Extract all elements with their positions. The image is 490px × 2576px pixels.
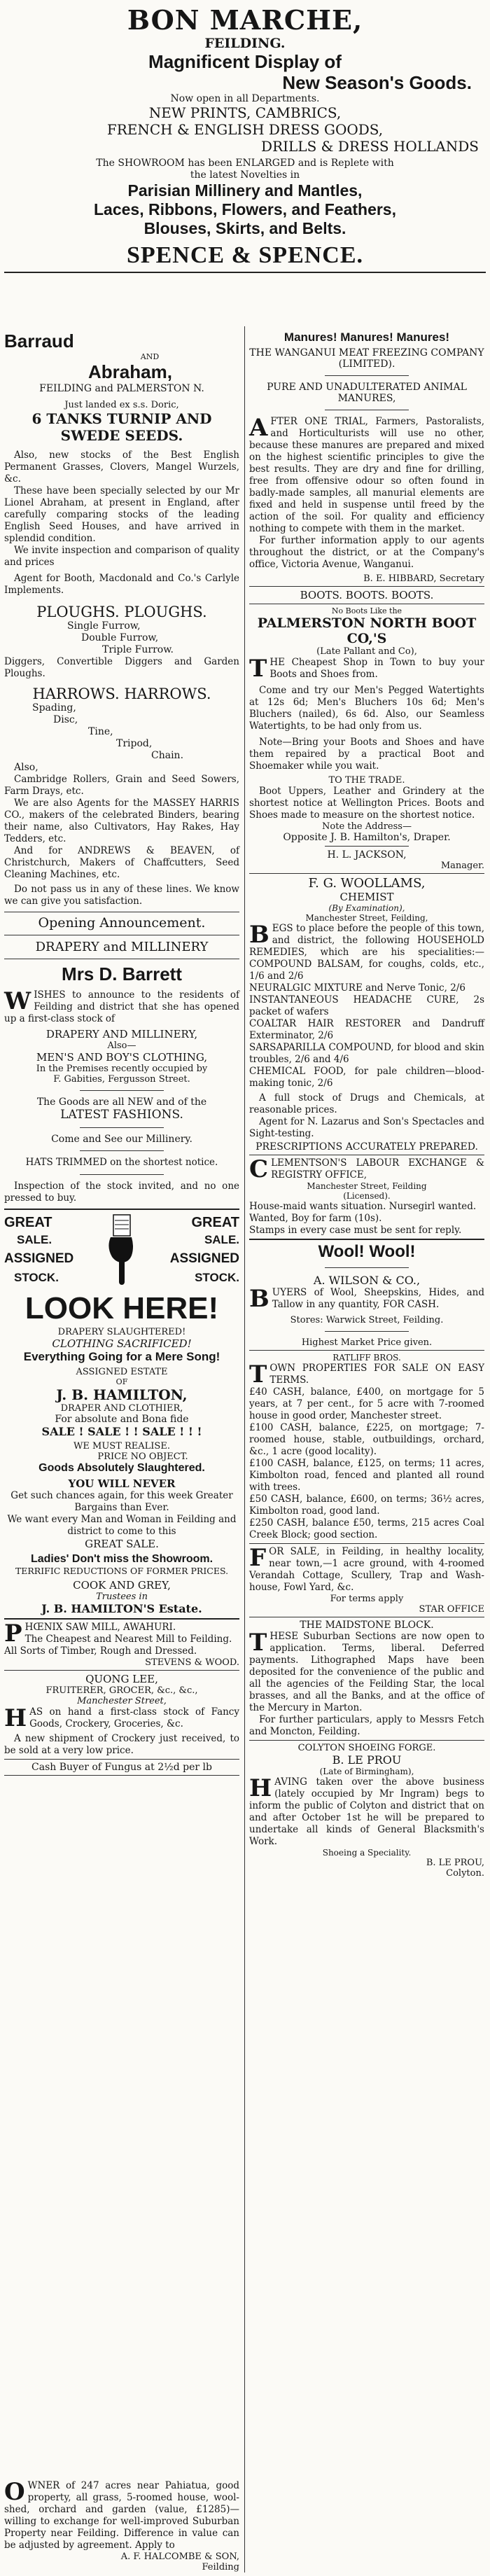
ratliff-advert (249, 1353, 484, 1541)
colyton-spec: Shoeing a Speciality. (322, 1848, 412, 1858)
manures-sig: B. E. HIBBARD, Secretary (363, 573, 484, 584)
barraud-name: Barraud (4, 330, 74, 351)
goods-line-b: FRENCH & ENGLISH DRESS GOODS, (106, 121, 384, 138)
forsale-p2: For terms apply (330, 1594, 404, 1604)
barraud-p3: We invite inspection and comparison of quality and prices (4, 545, 239, 568)
woollams-street: Manchester Street, Feilding, (305, 913, 428, 923)
divider (4, 1759, 239, 1760)
woollams-p5: SARSAPARILLA COMPOUND, for blood and skin troubles, 2/6 and 4/6 (249, 1042, 484, 1065)
great-sale-advert (4, 1212, 239, 1615)
bon-marche-title: BON MARCHE, (127, 4, 363, 36)
wool-price: Highest Market Price given. (301, 1337, 433, 1348)
showroom-a: The SHOWROOM has been ENLARGED and is Replete with (96, 158, 394, 169)
harrows-head: HARROWS. HARROWS. (32, 685, 211, 702)
ratliff-p3: £100 CASH, balance, £125, on terms; 11 acres, Kimbolton road, fenced and planted all round with trees. (249, 1458, 484, 1493)
barraud-and: AND (140, 352, 160, 361)
barrett-advert (4, 915, 239, 1204)
ratliff-p4: £50 CASH, balance, £600, on terms; 36½ acres, Kimbolton road, good land. (249, 1494, 484, 1517)
woollams-name: F. G. WOOLLAMS, (308, 876, 426, 891)
ratliff-p1: £40 CASH, balance, £400, on mortgage for 5 years, at 7 per cent., for 5 acre with 7-roomed house in good order, Manchester street. (249, 1386, 484, 1421)
divider (4, 1775, 239, 1776)
headline-a: Magnificent Display of (148, 51, 342, 72)
great-l2: CLOTHING SACRIFICED! (52, 1337, 192, 1350)
phoenix-sig: STEVENS & WOOD. (145, 1657, 239, 1668)
clementson-p4: Stamps in every case must be sent for reply. (249, 1225, 462, 1236)
great-l18: TERRIFIC REDUCTIONS OF FORMER PRICES. (15, 1566, 229, 1576)
quong-p1: HAS on hand a first-class stock of Fancy Goods, Crockery, Groceries, &c. (4, 1704, 239, 1732)
assigned-right: ASSIGNED (169, 1251, 239, 1266)
barrett-insp: Inspection of the stock invited, and no one pressed to buy. (4, 1181, 239, 1204)
great-l1: DRAPERY SLAUGHTERED! (57, 1327, 186, 1337)
manures-pure: PURE AND UNADULTERATED ANIMAL MANURES, (267, 382, 467, 404)
left-column (4, 326, 239, 1778)
great-l5: OF (115, 1377, 128, 1386)
maidstone-head: THE MAIDSTONE BLOCK. (300, 1620, 434, 1631)
barraud-p5: Cambridge Rollers, Grain and Seed Sowers, Farm Drays, etc. (4, 774, 239, 797)
colyton-head: COLYTON SHOEING FORGE. (298, 1743, 436, 1753)
woollams-title: CHEMIST (340, 891, 394, 903)
forsale-sig: STAR OFFICE (419, 1604, 484, 1615)
colyton-p1: HAVING taken over the above business (lately occupied by Mr Ingram) begs to inform the public of Colyton and district that on and after October 1st he will be prepared to undertake all kinds of General Blacksmith's Work. (249, 1774, 484, 1847)
great-l19: COOK AND GREY, (73, 1579, 171, 1592)
great-l7: DRAPER AND CLOTHIER, (60, 1403, 183, 1414)
divider (80, 1090, 164, 1091)
barrett-addr: F. Gabities, Fergusson Street. (53, 1074, 190, 1085)
woollams-exam: (By Examination), (328, 903, 405, 913)
colyton-name: B. LE PROU (332, 1753, 402, 1767)
woollams-p8: Agent for N. Lazarus and Son's Spectacles and Sight-testing. (249, 1116, 484, 1139)
great-l15: We want every Man and Woman in Feilding and district to come to this (7, 1514, 237, 1537)
manures-p1: AFTER ONE TRIAL, Farmers, Pastoralists, and Horticulturists will use no other, because these manures are prepared and mixed on the highest scientific principles to give the best results. They are dry and fine for drilling, free from offensive odour so often found in badly-made samples, all manurial elements are fixed and held in suspense until freed by the action of the soil. For quality and efficiency nothing to compete with them in the market. (249, 414, 484, 534)
great-left: GREAT (4, 1215, 52, 1230)
divider (249, 1740, 484, 1741)
clementson-p3: Wanted, Boy for farm (10s). (249, 1213, 382, 1224)
manures-advert (249, 330, 484, 584)
wool-advert (249, 1242, 484, 1348)
divider (4, 272, 486, 273)
quong-p2: A new shipment of Crockery just received, to be sold at a very low price. (4, 1733, 239, 1756)
barrett-hats: HATS TRIMMED on the shortest notice. (25, 1157, 218, 1168)
manures-co: THE WANGANUI MEAT FREEZING COMPANY (LIMITED). (249, 347, 484, 370)
stock-right: STOCK. (195, 1271, 239, 1284)
plough-3: Triple Furrow. (102, 644, 174, 655)
owner-sig: A. F. HALCOMBE & SON, (120, 2551, 239, 2562)
great-l12: Goods Absolutely Slaughtered. (38, 1462, 205, 1474)
sale-left: SALE. (17, 1233, 52, 1246)
boots-mgr2: Manager. (440, 861, 484, 871)
barrett-prem: In the Premises recently occupied by (36, 1064, 208, 1074)
forsale-advert (249, 1546, 484, 1615)
sale-right: SALE. (204, 1233, 239, 1246)
great-l21: J. B. HAMILTON'S Estate. (41, 1602, 202, 1615)
divider (325, 1331, 410, 1332)
assigned-left: ASSIGNED (4, 1251, 74, 1266)
wool-stores: Stores: Warwick Street, Feilding. (290, 1315, 444, 1325)
boots-name: PALMERSTON NORTH BOOT CO,'S (257, 615, 477, 646)
quong-lee-advert (4, 1673, 239, 1757)
clementson-advert (249, 1157, 484, 1237)
woollams-p6: CHEMICAL FOOD, for pale children—blood-making tonic, 2/6 (249, 1066, 484, 1089)
opening-dept: DRAPERY and MILLINERY (35, 940, 209, 954)
harrow-6: Also, (14, 762, 38, 773)
plough-1: Single Furrow, (67, 620, 141, 632)
columns (4, 326, 486, 2572)
woollams-p4: COALTAR HAIR RESTORER and Dandruff Exterminator, 2/6 (249, 1018, 484, 1041)
headline-b: New Season's Goods. (282, 72, 472, 93)
great-l10: WE MUST REALISE. (74, 1441, 170, 1451)
clementson-street: Manchester Street, Feilding (307, 1181, 427, 1191)
divider (4, 1618, 239, 1620)
pointing-hand-icon (102, 1213, 141, 1288)
barraud-p7: And for ANDREWS & BEAVEN, of Christchurch, Makers of Chaffcutters, Seed Cleaning Machines, etc. (4, 845, 239, 880)
clementson-lic: (Licensed). (343, 1191, 391, 1201)
divider (249, 586, 484, 587)
harrow-3: Tine, (88, 726, 113, 737)
divider (4, 1670, 239, 1671)
great-l9: SALE ! SALE ! ! SALE ! ! ! (41, 1425, 202, 1438)
owner-sig2: Feilding (202, 2562, 239, 2572)
barraud-location: FEILDING and PALMERSTON N. (39, 383, 204, 394)
great-l8: For absolute and Bona fide (55, 1414, 189, 1425)
clementson-p2: House-maid wants situation. Nursegirl wanted. (249, 1201, 477, 1212)
great-sale-header (4, 1212, 239, 1290)
novelties-c: Blouses, Skirts, and Belts. (144, 219, 346, 237)
woollams-p2: NEURALGIC MIXTURE and Nerve Tonic, 2/6 (249, 982, 465, 994)
tanks: 6 TANKS TURNIP AND (31, 410, 212, 427)
stock-left: STOCK. (14, 1271, 59, 1284)
harrow-5: Chain. (151, 750, 184, 761)
great-l20: Trustees in (96, 1592, 148, 1602)
clementson-p1: CLEMENTSON'S LABOUR EXCHANGE & REGISTRY OFFICE, (249, 1155, 484, 1183)
barraud-p2: These have been specially selected by our Mr Lionel Abraham, at present in England, after carefully comparing stocks of the leading English Seed Houses, and have arrived in splendid condition. (4, 485, 239, 544)
boots-addr: Note the Address— (322, 821, 412, 832)
colyton-sig: B. LE PROU, (426, 1858, 484, 1868)
boots-advert (249, 589, 484, 871)
maidstone-advert (249, 1620, 484, 1738)
goods-line-a: NEW PRINTS, CAMBRICS, (148, 104, 342, 121)
ploughs-head: PLOUGHS. PLOUGHS. (36, 604, 207, 620)
barraud-p1: Also, new stocks of the Best English Permanent Grasses, Clovers, Mangel Wurzels, &c. (4, 450, 239, 485)
barrett-p1: WISHES to announce to the residents of Feilding and district that she has opened up a first-class stock of (4, 987, 239, 1024)
colyton-sig2: Colyton. (446, 1868, 484, 1879)
divider (4, 1209, 239, 1210)
owner-p1: OWNER of 247 acres near Pahiatua, good property, all grass, 5-roomed house, wool-shed, orchard and garden (value, £1285)—willing to exchange for well-improved Suburban Property near Feilding. Difference in value can be adjusted by agreement. Apply to (4, 2478, 239, 2551)
harrow-4: Tripod, (116, 738, 153, 749)
opening-title: Opening Announcement. (38, 915, 206, 931)
quong-sub: FRUITERER, GROCER, &c., &c., (46, 1685, 198, 1696)
divider (249, 1543, 484, 1544)
barrett-dm: DRAPERY AND MILLINERY, (46, 1028, 198, 1040)
colyton-advert (249, 1743, 484, 1879)
maidstone-p2: For further particulars, apply to Messrs Fetch and Moncton, Feilding. (249, 1714, 484, 1737)
showroom-b: the latest Novelties in (190, 169, 300, 181)
quong-street: Manchester Street, (77, 1696, 167, 1706)
boots-p4: Boot Uppers, Leather and Grindery at the shortest notice at Wellington Prices. Boots and Shoes made to measure on the shortest notice. (249, 786, 484, 821)
swede: SWEDE SEEDS. (60, 427, 183, 444)
boots-trade: TO THE TRADE. (328, 775, 405, 786)
wool-p1: BUYERS of Wool, Sheepskins, Hides, and Tallow in any quantity, FOR CASH. (249, 1285, 484, 1313)
divider (249, 873, 484, 874)
barrett-goods: The Goods are all NEW and of the (36, 1096, 207, 1108)
divider (249, 1239, 484, 1240)
abraham-name: Abraham, (88, 361, 172, 382)
barrett-come: Come and See our Millinery. (51, 1134, 192, 1145)
divider (325, 846, 410, 847)
phoenix-p2: The Cheapest and Nearest Mill to Feilding. (24, 1634, 232, 1645)
divider (80, 1150, 164, 1151)
great-l6: J. B. HAMILTON, (56, 1386, 188, 1403)
look-here: LOOK HERE! (24, 1291, 219, 1325)
ratliff-head: TOWN PROPERTIES FOR SALE ON EASY TERMS. (249, 1360, 484, 1388)
ratliff-p5: £250 CASH, balance £50, terms, 215 acres Coal Creek Block; good section. (249, 1517, 484, 1540)
bon-marche-town: FEILDING. (204, 36, 286, 51)
woollams-p3: INSTANTANEOUS HEADACHE CURE, 2s packet of wafers (249, 994, 484, 1017)
landed: Just landed ex s.s. Doric, (64, 400, 179, 410)
great-l3: Everything Going for a Mere Song! (23, 1350, 220, 1363)
wool-name: A. WILSON & CO., (313, 1274, 421, 1287)
newspaper-page (4, 0, 486, 2572)
woollams-p1: BEGS to place before the people of this town, and district, the following HOUSEHOLD REMEDIES, which are his specialities:—COMPOUND BALSAM, for coughs, colds, etc., 1/6 and 2/6 (249, 921, 484, 982)
manures-head: Manures! Manures! Manures! (284, 330, 450, 344)
great-l14: Get such chances again, for this week Greater Bargains than Ever. (10, 1490, 233, 1513)
phoenix-advert (4, 1622, 239, 1668)
great-l11: PRICE NO OBJECT. (97, 1451, 188, 1462)
harrow-2: Disc, (53, 714, 78, 725)
boots-head: BOOTS. BOOTS. BOOTS. (300, 589, 434, 601)
ratliff-name: RATLIFF BROS. (332, 1353, 401, 1363)
phoenix-p1: PHŒNIX SAW MILL, AWAHURI. (4, 1620, 176, 1648)
boots-late: (Late Pallant and Co), (316, 646, 417, 657)
forsale-p1: FOR SALE, in Feilding, in healthy locality, near town,—1 acre ground, with 4-roomed Verandah Cottage, Scullery, Trap and Wash-house, Fowl Yard, &c. (249, 1544, 484, 1593)
ratliff-p2: £100 CASH, balance, £225, on mortgage; 7-roomed house, stable, outbuildings, orchard, &c., 1 acre (good locality). (249, 1422, 484, 1457)
wool-head: Wool! Wool! (318, 1242, 416, 1261)
barrett-also: Also— (107, 1040, 136, 1051)
column-rule (244, 326, 245, 2572)
phoenix-p3: All Sorts of Timber, Rough and Dressed. (4, 1645, 197, 1657)
fungus-notice: Cash Buyer of Fungus at 2½d per lb (31, 1762, 212, 1773)
great-l16: GREAT SALE. (85, 1538, 159, 1550)
barrett-name: Mrs D. Barrett (62, 963, 182, 984)
divider (325, 375, 410, 376)
divider (249, 1350, 484, 1351)
woollams-p7: A full stock of Drugs and Chemicals, at reasonable prices. (249, 1092, 484, 1115)
novelties-b: Laces, Ribbons, Flowers, and Feathers, (93, 200, 396, 218)
plough-4: Diggers, Convertible Diggers and Garden Ploughs. (4, 656, 239, 679)
barraud-p4: Agent for Booth, Macdonald and Co.'s Carlyle Implements. (4, 573, 239, 596)
divider (80, 1127, 164, 1128)
manures-p2: For further information apply to our agents throughout the district, or at the Company's office, Victoria Avenue, Wanganui. (249, 535, 484, 570)
divider (80, 1174, 164, 1175)
boots-p3: Note—Bring your Boots and Shoes and have them repaired by a practical Boot and Shoemaker while you wait. (249, 737, 484, 772)
firm-name: SPENCE & SPENCE. (126, 242, 364, 268)
maidstone-p1: THESE Suburban Sections are now open to application. Terms, liberal. Deferred payments. Lithographed Maps have been deposited for the convenience of the public and all the agencies of the Feilding Star, the local brasses, and all the Banks, and at the office of the Mercury in Marton. (249, 1629, 484, 1713)
boots-nb: No Boots Like the (331, 606, 402, 615)
great-l13: YOU WILL NEVER (68, 1477, 176, 1490)
woollams-p9: PRESCRIPTIONS ACCURATELY PREPARED. (255, 1141, 478, 1153)
divider (325, 1267, 410, 1268)
barraud-advert (4, 330, 239, 907)
great-l4: ASSIGNED ESTATE (76, 1367, 168, 1377)
quong-title: QUONG LEE, (85, 1673, 158, 1685)
goods-line-c: DRILLS & DRESS HOLLANDS (261, 138, 479, 155)
harrow-1: Spading, (32, 702, 76, 713)
boots-p1: THE Cheapest Shop in Town to buy your Boots and Shoes from. (249, 655, 484, 683)
colyton-late: (Late of Birmingham), (319, 1767, 414, 1776)
boots-mgr: H. L. JACKSON, (327, 849, 407, 861)
boots-opp: Opposite J. B. Hamilton's, Draper. (283, 832, 451, 843)
barrett-latest: LATEST FASHIONS. (60, 1108, 183, 1122)
great-right: GREAT (191, 1215, 239, 1230)
barraud-p8: Do not pass us in any of these lines. We know we can give you satisfaction. (4, 884, 239, 907)
right-column (249, 326, 484, 1879)
open-notice: Now open in all Departments. (170, 93, 320, 104)
plough-2: Double Furrow, (81, 632, 159, 643)
novelties-a: Parisian Millinery and Mantles, (127, 181, 363, 200)
barrett-mens: MEN'S AND BOY'S CLOTHING, (36, 1051, 208, 1064)
woollams-advert (249, 876, 484, 1153)
bon-marche-advert (4, 4, 486, 269)
boots-p2: Come and try our Men's Pegged Watertights at 12s 6d; Men's Bluchers 10s 6d; Men's Bluchers (nailed), 6s 6d. Also, our Seamless Watertights, to be had only from us. (249, 685, 484, 732)
owner-advert (4, 2480, 239, 2572)
great-l17: Ladies' Don't miss the Showroom. (30, 1553, 214, 1565)
barraud-p6: We are also Agents for the MASSEY HARRIS CO., makers of the celebrated Binders, bearing their name, also Cultivators, Hay Rakes, Hay Tedders, etc. (4, 798, 239, 844)
